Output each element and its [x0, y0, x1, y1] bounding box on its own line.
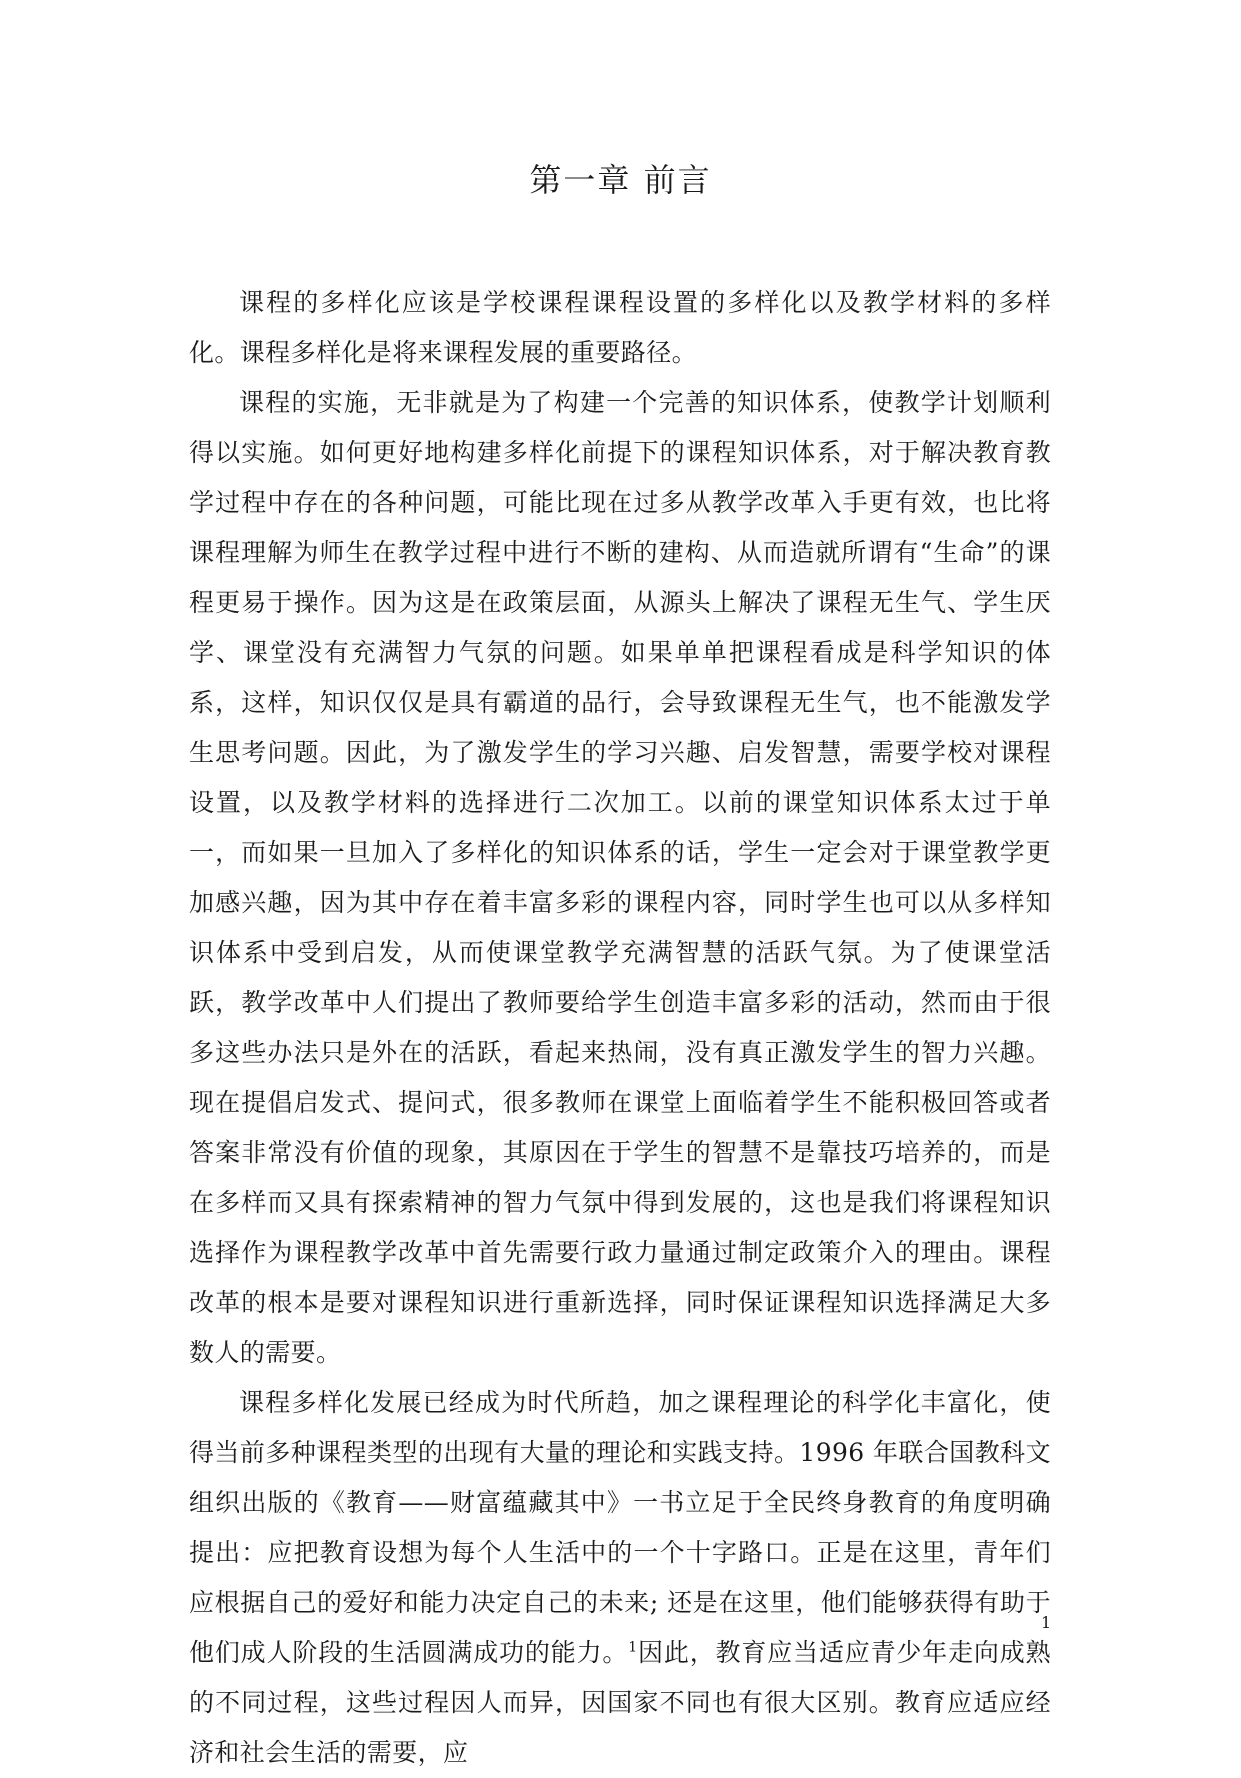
body-text [189, 278, 1051, 1778]
chapter-title: 第一章 前言 [529, 161, 712, 199]
page-number: 1 [1041, 1613, 1052, 1632]
paragraph-1: 课程的多样化应该是学校课程课程设置的多样化以及教学材料的多样化。课程多样化是将来课程发展的重要路径。 [189, 288, 1051, 367]
paragraph-2: 课程的实施，无非就是为了构建一个完善的知识体系，使教学计划顺利得以实施。如何更好地构建多样化前提下的课程知识体系，对于解决教育教学过程中存在的各种问题，可能比现在过多从教学改革入手更有效，也比将课程理解为师生在教学过程中进行不断的建构、从而造就所谓有“生命”的课程更易于操作。因为这是在政策层面，从源头上解决了课程无生气、学生厌学、课堂没有充满智力气氛的问题。如果单单把课程看成是科学知识的体系，这样，知识仅仅是具有霸道的品行，会导致课程无生气，也不能激发学生思考问题。因此，为了激发学生的学习兴趣、启发智慧，需要学校对课程设置，以及教学材料的选择进行二次加工。以前的课堂知识体系太过于单一，而如果一旦加入了多样化的知识体系的话，学生一定会对于课堂教学更加感兴趣，因为其中存在着丰富多彩的课程内容，同时学生也可以从多样知识体系中受到启发，从而使课堂教学充满智慧的活跃气氛。为了使课堂活跃，教学改革中人们提出了教师要给学生创造丰富多彩的活动，然而由于很多这些办法只是外在的活跃，看起来热闹，没有真正激发学生的智力兴趣。现在提倡启发式、提问式，很多教师在课堂上面临着学生不能积极回答或者答案非常没有价值的现象，其原因在于学生的智慧不是靠技巧培养的，而是在多样而又具有探索精神的智力气氛中得到发展的，这也是我们将课程知识选择作为课程教学改革中首先需要行政力量通过制定政策介入的理由。课程改革的根本是要对课程知识进行重新选择，同时保证课程知识选择满足大多数人的需要。 [189, 388, 1051, 1367]
paragraph-3-text-before-footnote: 课程多样化发展已经成为时代所趋，加之课程理论的科学化丰富化，使得当前多种课程类型的出现有大量的理论和实践支持。1996 年联合国教科文组织出版的《教育——财富蕴藏其中》一书立足于全民终身教育的角度明确提出：应把教育设想为每个人生活中的一个十字路口。正是在这里，青年们应根据自己的爱好和能力决定自己的未来; 还是在这里，他们能够获得有助于他们成人阶段的生活圆满成功的能力。 [189, 1388, 1051, 1667]
paragraph-3-text-after-footnote: 因此，教育应当适应青少年走向成熟的不同过程，这些过程因人而异，因国家不同也有很大区别。教育应适应经济和社会生活的需要，应 [189, 1638, 1051, 1767]
paragraph-3 [189, 1378, 1051, 1778]
footnote-marker[interactable]: 1 [628, 1639, 638, 1656]
